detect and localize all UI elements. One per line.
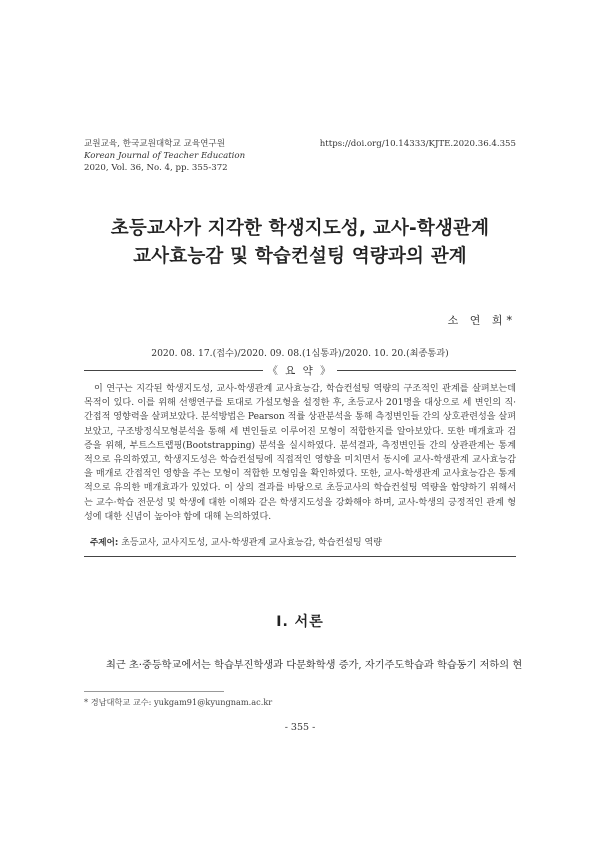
journal-header bbox=[84, 138, 245, 174]
paper-title-line1: 초등교사가 지각한 학생지도성, 교사-학생관계 bbox=[110, 218, 490, 239]
footnote: * 경남대학교 교수: yukgam91@kyungnam.ac.kr bbox=[84, 697, 273, 707]
page-number: - 355 - bbox=[284, 722, 316, 733]
journal-volume: 2020, Vol. 36, No. 4, pp. 355-372 bbox=[84, 163, 228, 173]
doi-link[interactable]: https://doi.org/10.14333/KJTE.2020.36.4.355 bbox=[319, 139, 516, 149]
abstract-heading-text: 《 요 약 》 bbox=[263, 365, 336, 377]
review-dates: 2020. 08. 17.(접수)/2020. 09. 08.(1심통과)/2020. 10. 20.(최종통과) bbox=[151, 348, 449, 359]
journal-name-ko: 교원교육, 한국교원대학교 교육연구원 bbox=[84, 139, 226, 149]
keywords-text: 초등교사, 교사지도성, 교사-학생관계 교사효능감, 학습컨설팅 역량 bbox=[121, 538, 382, 548]
body-first-line: 최근 초·중등학교에서는 학습부진학생과 다문화학생 증가, 자기주도학습과 학습동기 저하의 현 bbox=[106, 660, 523, 671]
abstract-bottom-rule bbox=[84, 556, 516, 557]
abstract-text: 이 연구는 지각된 학생지도성, 교사-학생관계 교사효능감, 학습컨설팅 역량의 구조적인 관계를 살펴보는데 목적이 있다. 이를 위해 선행연구를 토대로 가설모형을 설정한 후, 초등교사 201명을 대상으로 세 변인의 직·간접적 영향력을 살펴보았다. 분석방법은 Pearson 적률 상관분석을 통해 측정변인들 간의 상호관련성을 살펴보았고, 구조방정식모형분석을 통해 세 변인들로 이루어진 모형이 적합한지를 알아보았다. 또한 매개효과 검증을 위해, 부트스트랩핑(Bootstrapping) 분석을 실시하였다. 분석결과, 측정변인들 간의 상관관계는 통계적으로 유의하였고, 학생지도성은 학습컨설팅에 직접적인 영향을 미치면서 동시에 교사-학생관계 교사효능감을 매개로 간접적인 영향을 주는 모형이 적합한 모형임을 확인하였다. 또한, 교사-학생관계 교사효능감은 통계적으로 유의한 매개효과가 있었다. 이 상의 결과를 바탕으로 초등교사의 학습컨설팅 역량을 함양하기 위해서는 교수·학습 전문성 및 학생에 대한 이해와 같은 학생지도성을 강화해야 하며, 교사-학생의 긍정적인 관계 형성에 대한 신념이 높아야 함에 대해 논의하였다. bbox=[84, 384, 516, 522]
journal-name-en: Korean Journal of Teacher Education bbox=[84, 151, 246, 161]
author-name: 소 연 희* bbox=[447, 314, 516, 327]
keywords-label: 주제어: bbox=[90, 538, 119, 548]
paper-title-line2: 교사효능감 및 학습컨설팅 역량과의 관계 bbox=[133, 246, 467, 267]
keywords bbox=[90, 535, 510, 548]
abstract-heading bbox=[0, 363, 600, 378]
footnote-rule bbox=[84, 691, 224, 692]
section-title: Ⅰ. 서론 bbox=[276, 614, 324, 630]
